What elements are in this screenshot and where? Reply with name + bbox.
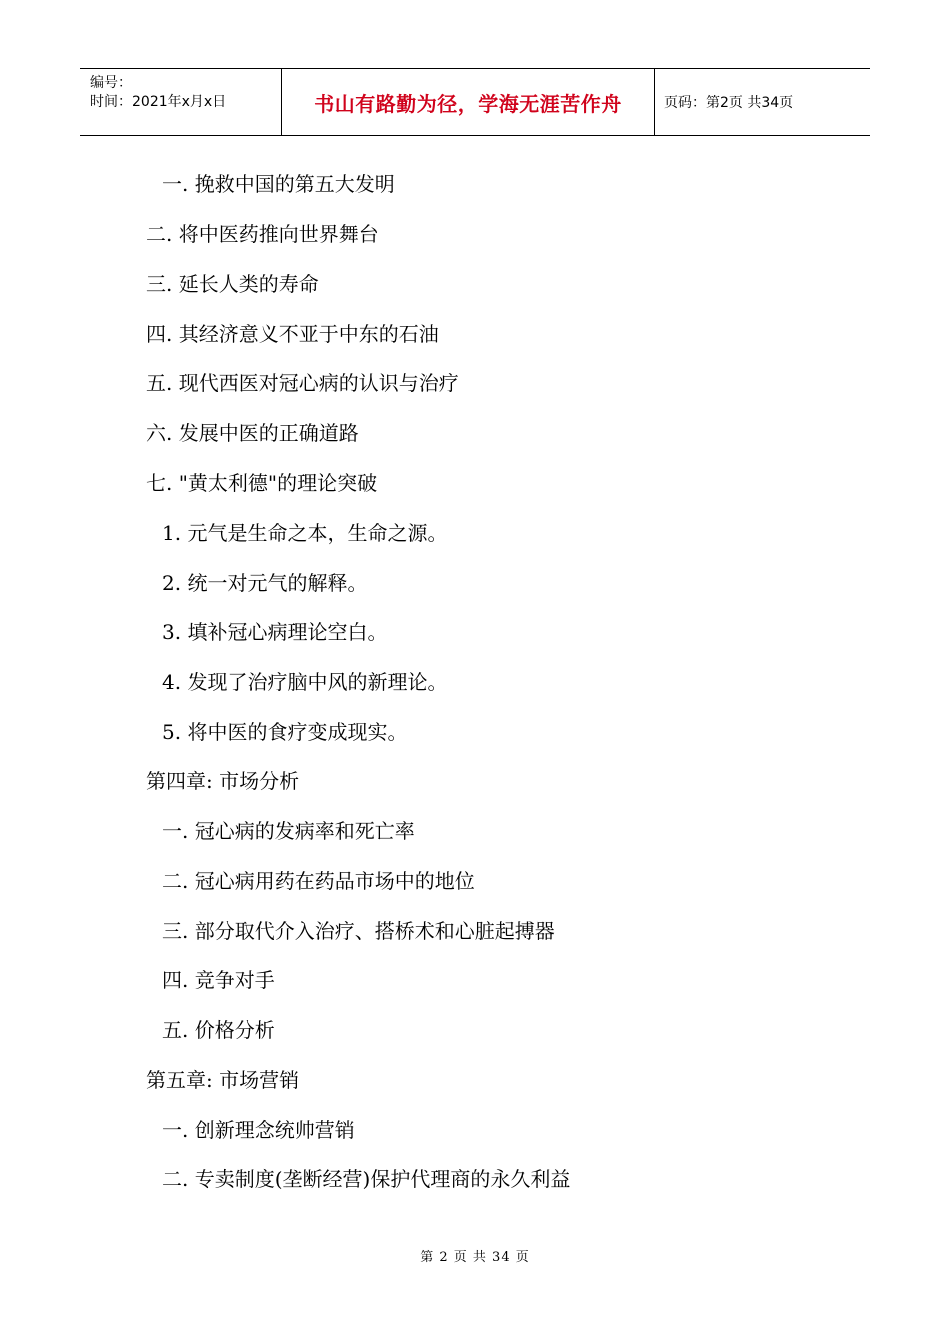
header-motto: 书山有路勤为径，学海无涯苦作舟 bbox=[314, 91, 622, 116]
toc-line: 六. 发展中医的正确道路 bbox=[146, 421, 359, 445]
header-page-cell bbox=[655, 69, 870, 135]
header-meta-cell bbox=[80, 69, 282, 135]
toc-subline: 5. 将中医的食疗变成现实。 bbox=[162, 720, 408, 744]
chapter-heading: 第四章: 市场分析 bbox=[146, 769, 300, 793]
toc-line: 一. 冠心病的发病率和死亡率 bbox=[162, 819, 415, 843]
chapter-heading: 第五章: 市场营销 bbox=[146, 1068, 300, 1092]
toc-subline: 1. 元气是生命之本，生命之源。 bbox=[162, 521, 448, 545]
toc-line: 二. 专卖制度(垄断经营)保护代理商的永久利益 bbox=[162, 1167, 571, 1191]
toc-subline: 3. 填补冠心病理论空白。 bbox=[162, 620, 388, 644]
header-page-info: 页码：第2页 共34页 bbox=[664, 95, 794, 111]
toc-line: 四. 其经济意义不亚于中东的石油 bbox=[146, 322, 439, 346]
page-footer: 第 2 页 共 34 页 bbox=[420, 1250, 530, 1265]
toc-subline: 4. 发现了治疗脑中风的新理论。 bbox=[162, 670, 448, 694]
toc-line: 五. 现代西医对冠心病的认识与治疗 bbox=[146, 371, 459, 395]
toc-line: 二. 将中医药推向世界舞台 bbox=[146, 222, 379, 246]
page-header bbox=[80, 68, 870, 136]
toc-line: 三. 部分取代介入治疗、搭桥术和心脏起搏器 bbox=[162, 919, 555, 943]
toc-line: 三. 延长人类的寿命 bbox=[146, 272, 319, 296]
document-time-label: 时间：2021年x月x日 bbox=[90, 94, 227, 110]
toc-line: 五. 价格分析 bbox=[162, 1018, 275, 1042]
toc-line: 一. 创新理念统帅营销 bbox=[162, 1118, 355, 1142]
header-motto-cell bbox=[282, 69, 655, 135]
toc-line: 七. "黄太利德"的理论突破 bbox=[146, 471, 378, 495]
toc-line: 四. 竞争对手 bbox=[162, 968, 275, 992]
toc-subline: 2. 统一对元气的解释。 bbox=[162, 571, 368, 595]
toc-line: 二. 冠心病用药在药品市场中的地位 bbox=[162, 869, 475, 893]
toc-line: 一. 挽救中国的第五大发明 bbox=[162, 172, 395, 196]
document-number-label: 编号： bbox=[90, 75, 132, 91]
